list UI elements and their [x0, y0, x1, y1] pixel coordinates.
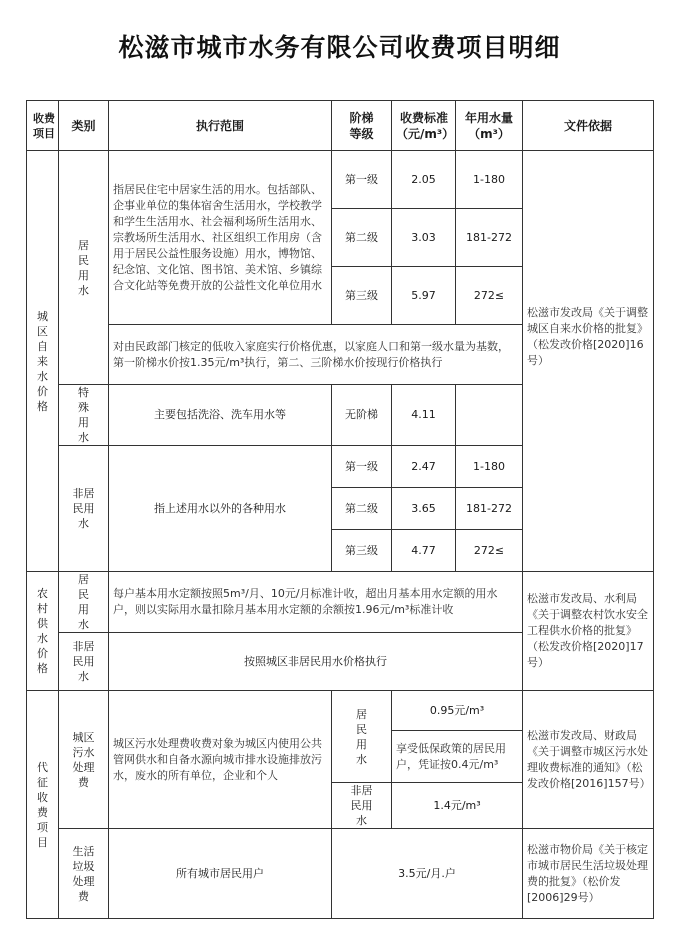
usage-cell: 1-180: [456, 151, 523, 209]
usage-cell: 1-180: [456, 446, 523, 488]
price-cell: 2.05: [392, 151, 456, 209]
price-cell: 5.97: [392, 267, 456, 325]
usage-cell: [456, 385, 523, 446]
scope-sewage: 城区污水处理费收费对象为城区内使用公共管网供水和自备水源向城市排水设施排放污水，废水的所有单位，企业和个人: [109, 691, 332, 829]
usage-cell: 272≤: [456, 267, 523, 325]
category-garbage: 生活垃圾处理费: [59, 829, 109, 919]
section-rural: 农村供水价格: [27, 572, 59, 691]
tier-cell: 第二级: [332, 488, 392, 530]
category-urban-nonresidential: 非居民用水: [59, 446, 109, 572]
table-row: [27, 151, 654, 209]
tier-cell: 第三级: [332, 530, 392, 572]
section-urban: 城区自来水价格: [27, 151, 59, 572]
price-cell: 4.77: [392, 530, 456, 572]
tier-cell: 无阶梯: [332, 385, 392, 446]
category-special: 特殊用水: [59, 385, 109, 446]
table-row: [27, 829, 654, 919]
table-row: [27, 572, 654, 633]
header-doc: 文件依据: [523, 101, 654, 151]
tier-cell: 第三级: [332, 267, 392, 325]
doc-sewage: 松滋市发改局、财政局《关于调整市城区污水处理收费标准的通知》（松发改价格[2016]157号）: [523, 691, 654, 829]
category-rural-nonresidential: 非居民用水: [59, 633, 109, 691]
usage-cell: 181-272: [456, 209, 523, 267]
category-sewage: 城区污水处理费: [59, 691, 109, 829]
sewage-nonresidential-label: 非居民用水: [332, 783, 392, 829]
header-category: 类别: [59, 101, 109, 151]
category-rural-residential: 居民用水: [59, 572, 109, 633]
usage-cell: 181-272: [456, 488, 523, 530]
scope-garbage: 所有城市居民用户: [109, 829, 332, 919]
header-item: 收费项目: [27, 101, 59, 151]
scope-urban-residential: 指居民住宅中居家生活的用水。包括部队、企事业单位的集体宿舍生活用水，学校教学和学生生活用水、社会福利场所生活用水、宗教场所生活用水、社区组织工作用房（含用于居民公益性服务设施）用水，博物馆、纪念馆、文化馆、图书馆、美术馆、乡镇综合文化站等免费开放的公益性文化单位用水: [109, 151, 332, 325]
scope-rural-residential: 每户基本用水定额按照5m³/月、10元/月标准计收，超出月基本用水定额的用水户，则以实际用水量扣除月基本用水定额的余额按1.96元/m³标准计收: [109, 572, 523, 633]
tier-cell: 第二级: [332, 209, 392, 267]
sewage-residential-price: 0.95元/m³: [392, 691, 523, 731]
doc-urban: 松滋市发改局《关于调整城区自来水价格的批复》（松发改价格[2020]16号）: [523, 385, 654, 572]
tier-cell: 第一级: [332, 151, 392, 209]
header-row: [27, 101, 654, 151]
price-cell: 2.47: [392, 446, 456, 488]
sewage-nonresidential-price: 1.4元/m³: [392, 783, 523, 829]
table-row: [27, 691, 654, 731]
price-cell: 3.65: [392, 488, 456, 530]
usage-cell: 272≤: [456, 530, 523, 572]
section-agency: 代征收费项目: [27, 691, 59, 919]
page-title: 松滋市城市水务有限公司收费项目明细: [118, 33, 561, 62]
header-price: 收费标准（元/m³）: [392, 101, 456, 151]
scope-special: 主要包括洗浴、洗车用水等: [109, 385, 332, 446]
scope-urban-nonresidential: 指上述用水以外的各种用水: [109, 446, 332, 572]
doc-garbage: 松滋市物价局《关于核定市城市居民生活垃圾处理费的批复》（松价发[2006]29号）: [523, 829, 654, 919]
sewage-residential-label: 居民用水: [332, 691, 392, 783]
price-cell: 4.11: [392, 385, 456, 446]
garbage-price: 3.5元/月.户: [332, 829, 523, 919]
header-usage: 年用水量（m³）: [456, 101, 523, 151]
sewage-low-income: 享受低保政策的居民用户，凭证按0.4元/m³: [392, 731, 523, 783]
category-urban-residential: 居民用水: [59, 151, 109, 385]
header-tier: 阶梯等级: [332, 101, 392, 151]
low-income-note: 对由民政部门核定的低收入家庭实行价格优惠，以家庭人口和第一级水量为基数，第一阶梯水价按1.35元/m³执行，第二、三阶梯水价按现行价格执行: [109, 325, 523, 385]
doc-rural: 松滋市发改局、水利局《关于调整农村饮水安全工程供水价格的批复》（松发改价格[2020]17号）: [523, 572, 654, 691]
tier-cell: 第一级: [332, 446, 392, 488]
table-row: [27, 385, 654, 446]
header-scope: 执行范围: [109, 101, 332, 151]
fee-table: [26, 100, 654, 919]
scope-rural-nonresidential: 按照城区非居民用水价格执行: [109, 633, 523, 691]
price-cell: 3.03: [392, 209, 456, 267]
